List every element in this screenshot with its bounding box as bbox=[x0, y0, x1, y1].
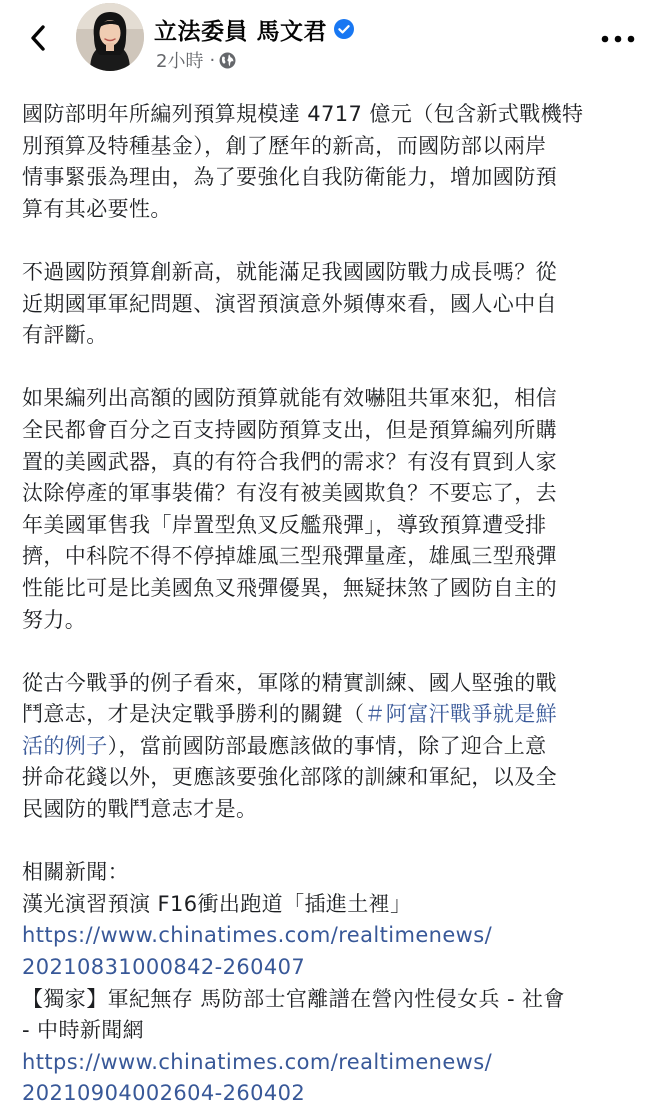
text-line: 擠，中科院不得不停掉雄風三型飛彈量產，雄風三型飛彈 bbox=[22, 544, 557, 569]
verified-badge-icon bbox=[334, 19, 354, 39]
paragraph-gap bbox=[22, 636, 640, 668]
post-body bbox=[22, 99, 640, 1110]
author-name[interactable]: 立法委員 馬文君 bbox=[154, 18, 328, 45]
more-options-button[interactable] bbox=[596, 24, 640, 54]
paragraph-gap bbox=[22, 225, 640, 257]
related-news-label: 相關新聞： bbox=[22, 860, 129, 885]
text-line: 不過國防預算創新高，就能滿足我國國防戰力成長嗎？從 bbox=[22, 259, 557, 284]
news-title: 【獨家】軍紀無存 馬防部士官離譜在營內性侵女兵 - 社會 bbox=[22, 986, 565, 1011]
meta-separator: · bbox=[209, 49, 216, 71]
text-line: 汰除停產的軍事裝備？有沒有被美國欺負？不要忘了，去 bbox=[22, 481, 557, 506]
post-meta bbox=[156, 48, 236, 72]
text-line: 近期國軍軍紀問題、演習預演意外頻傳來看，國人心中自 bbox=[22, 291, 557, 316]
text-line: 算有其必要性。 bbox=[22, 196, 172, 221]
text-line: 情事緊張為理由，為了要強化自我防衛能力，增加國防預 bbox=[22, 165, 557, 190]
paragraph-gap bbox=[22, 352, 640, 384]
text-line: 民國防的戰鬥意志才是。 bbox=[22, 797, 258, 822]
text-segment: ），當前國防部最應該做的事情，除了迎合上意 bbox=[107, 733, 547, 758]
news-link[interactable]: 20210904002604-260402 bbox=[22, 1081, 306, 1106]
news-link[interactable]: 20210831000842-260407 bbox=[22, 955, 306, 980]
hashtag-link[interactable]: ＃阿富汗戰爭就是鮮 bbox=[364, 702, 558, 727]
text-line: 別預算及特種基金），創了歷年的新高，而國防部以兩岸 bbox=[22, 133, 547, 158]
post-header bbox=[0, 0, 656, 80]
text-line: 年美國軍售我「岸置型魚叉反艦飛彈」，導致預算遭受排 bbox=[22, 512, 547, 537]
text-line: 努力。 bbox=[22, 607, 87, 632]
related-news-section bbox=[22, 857, 640, 1110]
news-link[interactable]: https://www.chinatimes.com/realtimenews/ bbox=[22, 1049, 493, 1074]
post-paragraph-2 bbox=[22, 257, 640, 352]
text-line bbox=[22, 731, 640, 763]
chevron-left-icon bbox=[28, 24, 48, 52]
text-line: 從古今戰爭的例子看來，軍隊的精實訓練、國人堅強的戰 bbox=[22, 670, 557, 695]
text-line: 性能比可是比美國魚叉飛彈優異，無疑抹煞了國防自主的 bbox=[22, 575, 557, 600]
post-paragraph-1 bbox=[22, 99, 640, 225]
news-title: 漢光演習預演 F16衝出跑道「插進土裡」 bbox=[22, 891, 412, 916]
globe-icon bbox=[219, 52, 236, 69]
text-line: 國防部明年所編列預算規模達 4717 億元（包含新式戰機特 bbox=[22, 102, 584, 126]
text-line: 如果編列出高額的國防預算就能有效嚇阻共軍來犯，相信 bbox=[22, 386, 557, 411]
post-paragraph-4 bbox=[22, 668, 640, 826]
text-line: 置的美國武器，真的有符合我們的需求？有沒有買到人家 bbox=[22, 449, 557, 474]
more-horizontal-icon bbox=[600, 34, 636, 44]
post-time[interactable]: 2小時 bbox=[156, 51, 204, 72]
hashtag-link[interactable]: 活的例子 bbox=[22, 733, 108, 758]
text-segment: 鬥意志，才是決定戰爭勝利的關鍵（ bbox=[22, 702, 365, 727]
avatar-portrait bbox=[76, 3, 144, 71]
paragraph-gap bbox=[22, 826, 640, 858]
text-line: 全民都會百分之百支持國防預算支出，但是預算編列所購 bbox=[22, 417, 557, 442]
news-link[interactable]: https://www.chinatimes.com/realtimenews/ bbox=[22, 923, 493, 948]
text-line: 拼命花錢以外，更應該要強化部隊的訓練和軍紀，以及全 bbox=[22, 765, 557, 790]
author-name-row[interactable] bbox=[154, 12, 354, 46]
text-line: 有評斷。 bbox=[22, 323, 108, 348]
back-button[interactable] bbox=[22, 22, 54, 54]
avatar[interactable] bbox=[76, 3, 144, 71]
news-title: - 中時新聞網 bbox=[22, 1018, 145, 1043]
text-line bbox=[22, 699, 640, 731]
post-paragraph-3 bbox=[22, 383, 640, 636]
